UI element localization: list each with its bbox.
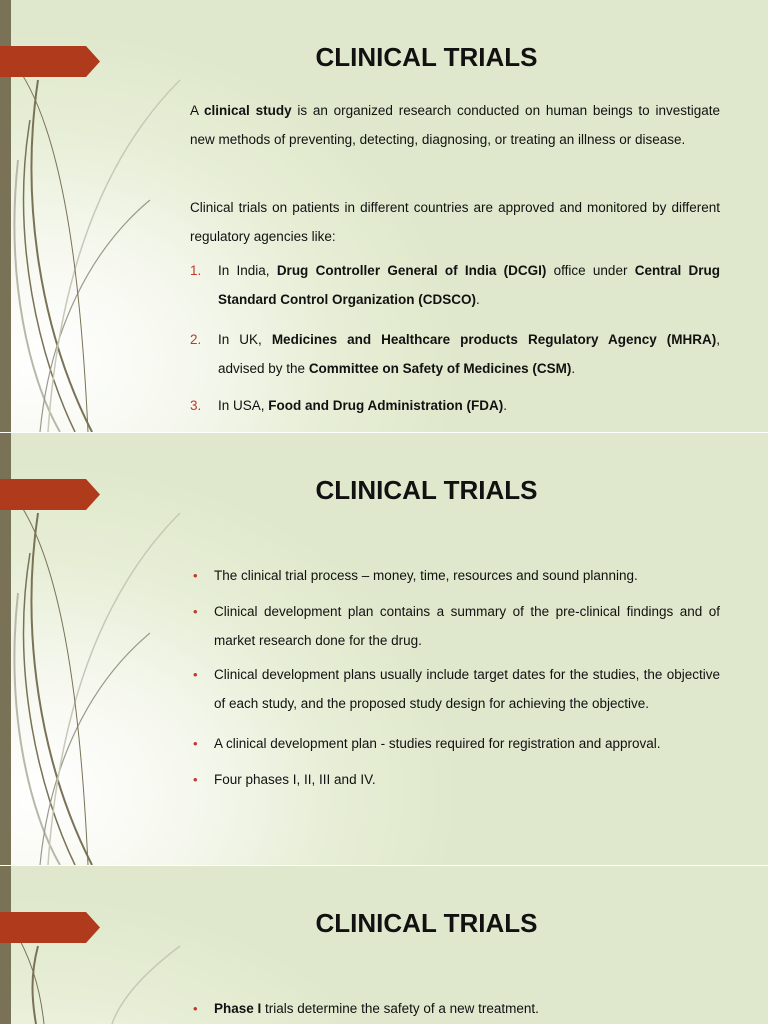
slide-title: CLINICAL TRIALS (315, 908, 538, 938)
slide-3 (0, 866, 768, 1024)
list-item: 1. In India, Drug Controller General of India (DCGI) office under Central Drug Standard Control Organization (CDSCO). (190, 263, 720, 307)
slide-title: CLINICAL TRIALS (315, 42, 538, 72)
intro-paragraph: A clinical study is an organized research conducted on human beings to investigate new methods of preventing, detecting, diagnosing, or treating an illness or disease. (190, 103, 720, 147)
bullet-list (190, 561, 720, 794)
list-item: 2. In UK, Medicines and Healthcare products Regulatory Agency (MHRA), advised by the Committee on Safety of Medicines (CSM). (190, 332, 721, 376)
list-item: • The clinical trial process – money, time, resources and sound planning. (193, 568, 638, 583)
list-item: • Clinical development plans usually include target dates for the studies, the objective of each study, and the proposed study design for achieving the objective. (193, 667, 720, 711)
slide-1 (0, 0, 768, 432)
list-item: • Four phases I, II, III and IV. (193, 772, 376, 787)
list-item: • Phase I trials determine the safety of a new treatment. (193, 1001, 539, 1016)
list-item: • A clinical development plan - studies required for registration and approval. (193, 736, 661, 751)
decorative-swoosh (0, 866, 200, 1024)
slide-2 (0, 433, 768, 865)
slide-title: CLINICAL TRIALS (315, 475, 538, 505)
list-item: • Clinical development plan contains a summary of the pre-clinical findings and of market research done for the drug. (193, 604, 720, 648)
list-item: 3. In USA, Food and Drug Administration (FDA). (190, 398, 508, 413)
agencies-paragraph: Clinical trials on patients in different countries are approved and monitored by different regulatory agencies like: (190, 200, 720, 244)
agency-list (190, 256, 720, 420)
bullet-list (190, 994, 720, 1023)
